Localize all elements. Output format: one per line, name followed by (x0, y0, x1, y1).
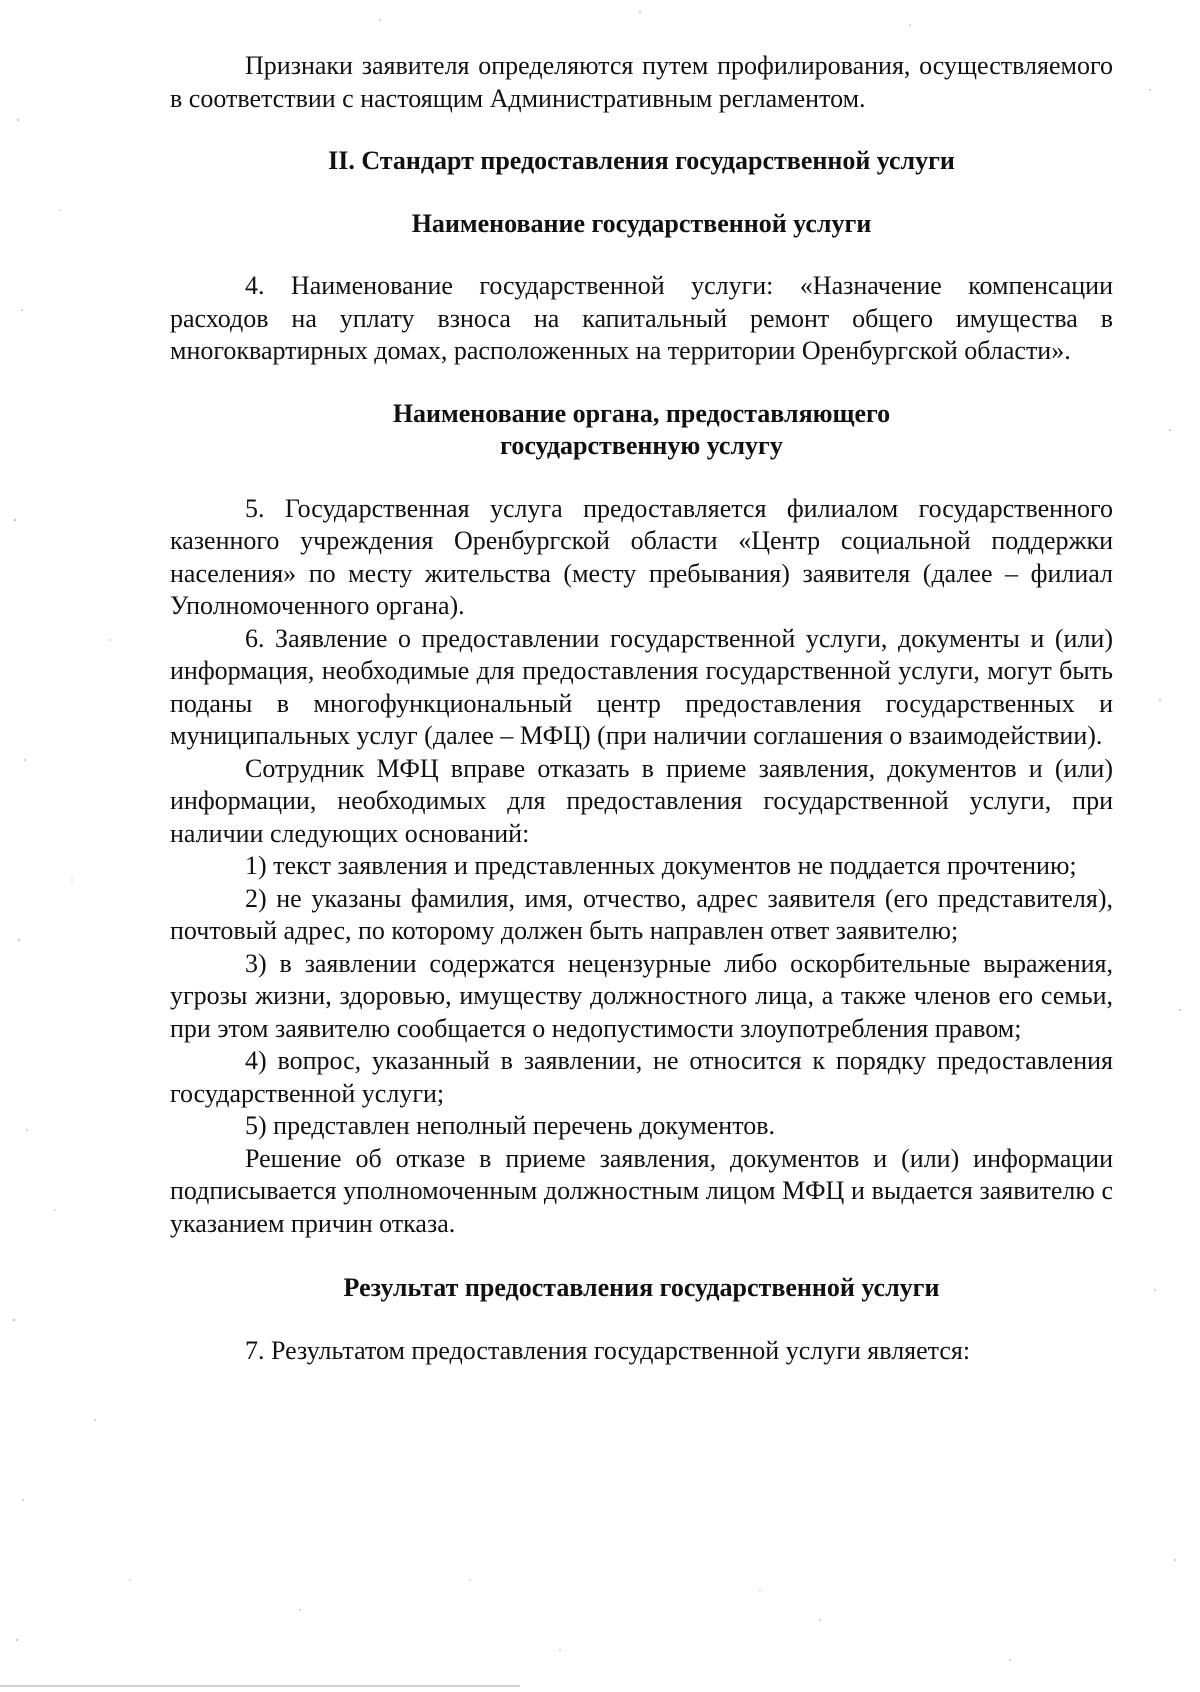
list-item-4: 4) вопрос, указанный в заявлении, не относится к порядку предоставления государственной услуги; (170, 1046, 1113, 1108)
paragraph-4: 4. Наименование государственной услуги: «Назначение компенсации расходов на уплату взноса на капитальный ремонт общего имущества в многоквартирных домах, расположенных на территории Оренбургской области». (170, 271, 1113, 365)
section-title: II. Стандарт предоставления государственной услуги (328, 146, 955, 175)
heading-service-name: Наименование государственной услуги (411, 208, 872, 238)
heading-authority (170, 398, 1113, 463)
heading-authority-line-2: государственную услугу (500, 431, 783, 460)
paragraph-5: 5. Государственная услуга предоставляется филиалом государственного казенного учреждения Оренбургской области «Центр социальной поддержки населения» по месту жительства (месту пребывания) заявителя (далее – филиал Уполномоченного органа). (170, 493, 1113, 620)
list-item-5: 5) представлен неполный перечень документов. (245, 1111, 776, 1140)
list-item-2: 2) не указаны фамилия, имя, отчество, адрес заявителя (его представителя), почтовый адрес, по которому должен быть направлен ответ заявителю; (170, 883, 1113, 945)
heading-result: Результат предоставления государственной услуги (343, 1273, 940, 1302)
list-item-1: 1) текст заявления и представленных документов не поддается прочтению; (245, 851, 1077, 880)
heading-authority-line-1: Наименование органа, предоставляющего (392, 398, 891, 428)
list-item-3: 3) в заявлении содержатся нецензурные либо оскорбительные выражения, угрозы жизни, здоровью, имуществу должностного лица, а также членов его семьи, при этом заявителю сообщается о недопустимости злоупотребления правом; (170, 948, 1113, 1043)
paragraph-decision: Решение об отказе в приеме заявления, документов и (или) информации подписывается уполномоченным должностным лицом МФЦ и выдается заявителю с указанием причин отказа. (170, 1143, 1113, 1238)
paragraph-refusal-intro: Сотрудник МФЦ вправе отказать в приеме заявления, документов и (или) информации, необходимых для предоставления государственной услуги, при наличии следующих оснований: (170, 753, 1113, 848)
paragraph-6: 6. Заявление о предоставлении государственной услуги, документы и (или) информация, необходимые для предоставления государственной услуги, могут быть поданы в многофункциональный центр предоставления государственных и муниципальных услуг (далее – МФЦ) (при наличии соглашения о взаимодействии). (170, 623, 1113, 750)
intro-paragraph: Признаки заявителя определяются путем профилирования, осуществляемого в соответствии с настоящим Административным регламентом. (170, 51, 1113, 113)
document-body (170, 50, 1113, 1367)
paragraph-7: 7. Результатом предоставления государственной услуги является: (245, 1335, 971, 1365)
